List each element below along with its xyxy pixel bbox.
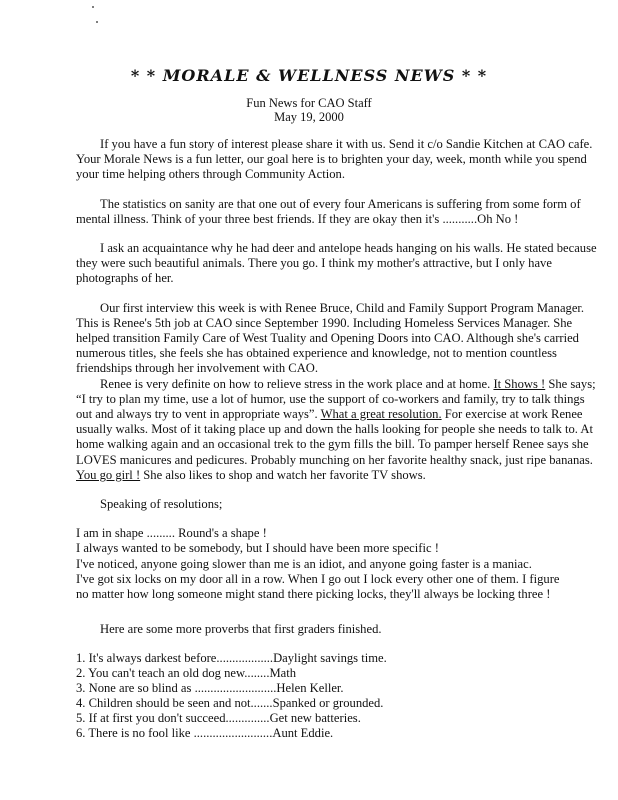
resolution-line: I always wanted to be somebody, but I should have been more specific ! bbox=[76, 541, 439, 556]
proverb-item: 5. If at first you don't succeed..............Get new batteries. bbox=[76, 711, 361, 726]
masthead-title: * * MORALE & WELLNESS NEWS * * bbox=[130, 66, 488, 85]
resolution-line: no matter how long someone might stand there picking locks, they'll always be locking three ! bbox=[76, 587, 551, 602]
newsletter-body bbox=[76, 137, 600, 741]
proverb-item: 2. You can't teach an old dog new........Math bbox=[76, 666, 297, 681]
it-shows-text: It Shows ! bbox=[493, 376, 546, 391]
proverbs-list bbox=[76, 651, 600, 741]
great-resolution-text: What a great resolution. bbox=[320, 407, 442, 422]
acquaintance-paragraph: I ask an acquaintance why he had deer and antelope heads hanging on his walls. He stated because they were such beautiful animals. There you go. I think my mother's attractive, but I only have photographs of her. bbox=[76, 241, 597, 286]
proverb-item: 3. None are so blind as ..........................Helen Keller. bbox=[76, 681, 344, 696]
intro-paragraph: If you have a fun story of interest please share it with us. Send it c/o Sandie Kitchen at CAO cafe. Your Morale News is a fun letter, our goal here is to brighten your day, week, month while you spend your time helping others through Community Action. bbox=[76, 137, 593, 182]
resolution-line: I've got six locks on my door all in a row. When I go out I lock every other one of them. I figure bbox=[76, 571, 560, 586]
proverb-item: 1. It's always darkest before..................Daylight savings time. bbox=[76, 651, 387, 666]
you-go-girl-text: You go girl ! bbox=[76, 467, 141, 482]
resolutions-list bbox=[76, 526, 600, 602]
proverbs-intro: Here are some more proverbs that first graders finished. bbox=[100, 622, 382, 637]
issue-date: May 19, 2000 bbox=[274, 110, 344, 124]
proverb-item: 6. There is no fool like .........................Aunt Eddie. bbox=[76, 726, 334, 741]
scan-speck bbox=[92, 6, 94, 8]
resolutions-intro: Speaking of resolutions; bbox=[100, 497, 223, 512]
interview-paragraph: Our first interview this week is with Renee Bruce, Child and Family Support Program Manager. This is Renee's 5th job at CAO since September 1990. Including Homeless Services Manager. She helped transition Family Care of West Tuality and Opening Doors into CAO. Although she's carried numerous titles, she feels she has obtained experience and knowledge, not to mention countless friendships through her involvement with CAO. bbox=[76, 300, 585, 376]
resolution-line: I've noticed, anyone going slower than me is an idiot, and anyone going faster is a maniac. bbox=[76, 556, 532, 571]
sanity-paragraph: The statistics on sanity are that one out of every four Americans is suffering from some form of mental illness. Think of your three best friends. If they are okay then it's ...........Oh No ! bbox=[76, 196, 581, 226]
subtitle: Fun News for CAO Staff bbox=[246, 96, 372, 110]
proverb-item: 4. Children should be seen and not.......Spanked or grounded. bbox=[76, 696, 384, 711]
renee-paragraph: Renee is very definite on how to relieve stress in the work place and at home. It Shows ! She says; “I try to plan my time, use a lot of humor, use the support of co-workers and family, try to talk things out and always try to vent in appropriate ways”. What a great resolution. For exercise at work Renee usually walks. Most of it taking place up and down the halls looking for people she needs to talk to. At home walking again and an occasional trek to the gym fills the bill. To pamper herself Renee says she LOVES manicures and pedicures. Probably munching on her favorite healthy snack, just ripe bananas. You go girl ! She also likes to shop and watch her favorite TV shows. bbox=[76, 376, 596, 482]
scan-speck bbox=[96, 21, 98, 23]
resolution-line: I am in shape ......... Round's a shape ! bbox=[76, 526, 267, 541]
